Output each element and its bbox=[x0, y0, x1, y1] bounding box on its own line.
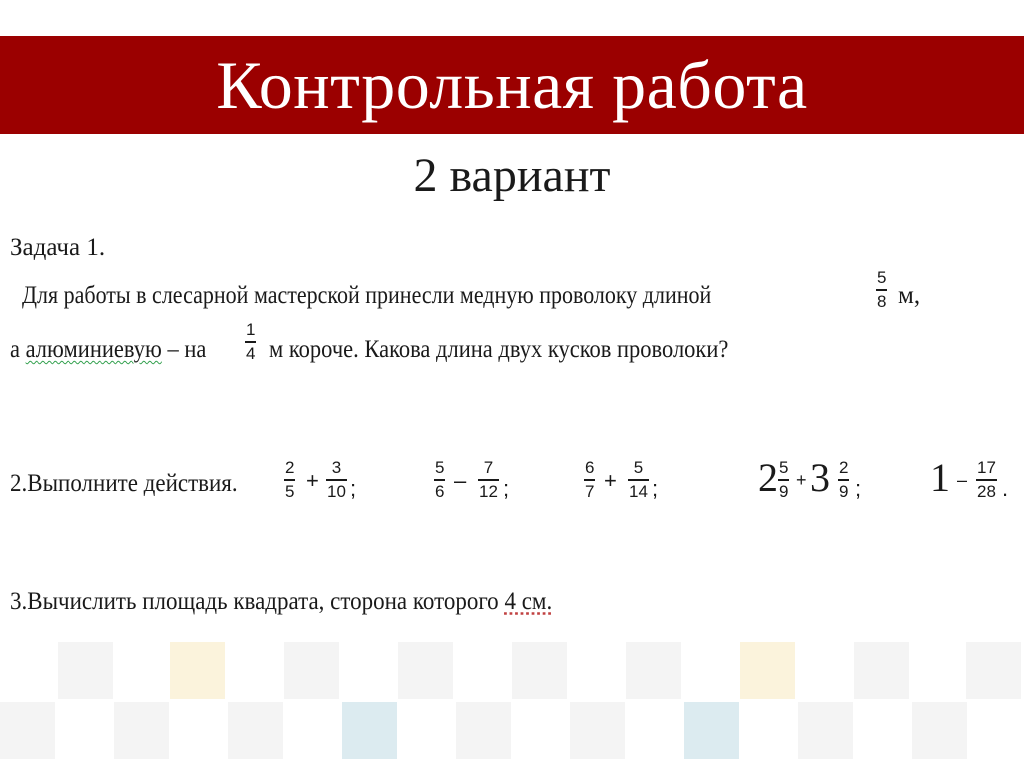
expr5-whole: 1 bbox=[930, 455, 950, 500]
fraction-bar bbox=[284, 479, 295, 481]
tile bbox=[854, 642, 909, 699]
fraction-numerator: 6 bbox=[585, 458, 595, 477]
tile bbox=[512, 642, 567, 699]
fraction-bar bbox=[245, 341, 256, 343]
expr2-fraction-a bbox=[434, 458, 445, 502]
fraction-numerator: 2 bbox=[285, 458, 295, 477]
expr3-fraction-a bbox=[584, 458, 595, 502]
fraction-denominator: 7 bbox=[585, 481, 595, 501]
task1-line2-word: алюминиевую bbox=[25, 336, 162, 363]
tile bbox=[170, 642, 225, 699]
fraction-numerator: 5 bbox=[779, 458, 789, 477]
tile bbox=[740, 642, 795, 699]
fraction-denominator: 14 bbox=[629, 481, 648, 501]
expr4-whole-1: 2 bbox=[758, 455, 778, 500]
tile bbox=[798, 702, 853, 759]
expr3-fraction-b bbox=[628, 458, 649, 502]
tile bbox=[228, 702, 283, 759]
fraction-5-8 bbox=[876, 268, 887, 312]
tile bbox=[684, 702, 739, 759]
tile bbox=[626, 642, 681, 699]
fraction-bar bbox=[478, 479, 499, 481]
tile bbox=[966, 642, 1021, 699]
task3-tail: 4 см. bbox=[504, 588, 553, 615]
task3-text bbox=[10, 588, 552, 616]
task1-line2-rest: м короче. Какова длина двух кусков проволоки? bbox=[269, 336, 729, 363]
expr2-end: ; bbox=[503, 476, 510, 501]
task1-line2 bbox=[10, 336, 206, 364]
expr5-end: . bbox=[1002, 476, 1009, 501]
top-margin bbox=[0, 0, 1024, 36]
expr1-fraction-b bbox=[326, 458, 347, 502]
fraction-bar bbox=[326, 479, 347, 481]
fraction-bar bbox=[976, 479, 997, 481]
expr3-end: ; bbox=[652, 476, 659, 501]
tile bbox=[58, 642, 113, 699]
fraction-numerator: 7 bbox=[483, 458, 494, 477]
expr4-fraction-b bbox=[838, 458, 849, 502]
fraction-denominator: 9 bbox=[839, 481, 849, 501]
fraction-bar bbox=[434, 479, 445, 481]
expr1-fraction-a bbox=[284, 458, 295, 502]
expr4-fraction-a bbox=[778, 458, 789, 502]
fraction-bar bbox=[838, 479, 849, 481]
fraction-numerator: 3 bbox=[331, 458, 342, 477]
expr4-whole-2: 3 bbox=[810, 455, 830, 500]
tile bbox=[570, 702, 625, 759]
expr4-end: ; bbox=[855, 476, 862, 501]
tile bbox=[284, 642, 339, 699]
fraction-1-4 bbox=[245, 320, 256, 364]
fraction-bar bbox=[628, 479, 649, 481]
expr2-fraction-b bbox=[478, 458, 499, 502]
fraction-numerator: 5 bbox=[633, 458, 644, 477]
fraction-denominator: 9 bbox=[779, 481, 789, 501]
tile bbox=[114, 702, 169, 759]
fraction-denominator: 8 bbox=[877, 291, 887, 311]
task2-label: 2.Выполните действия. bbox=[10, 470, 238, 497]
expr5-operator: – bbox=[957, 470, 968, 490]
decorative-tiles bbox=[0, 640, 1024, 767]
variant-subtitle: 2 вариант bbox=[413, 149, 611, 202]
fraction-denominator: 6 bbox=[435, 481, 445, 501]
task1-heading: Задача 1. bbox=[10, 234, 106, 261]
fraction-bar bbox=[876, 289, 887, 291]
tile bbox=[912, 702, 967, 759]
expr2-operator: – bbox=[454, 468, 467, 493]
fraction-denominator: 4 bbox=[246, 343, 256, 363]
tile bbox=[342, 702, 397, 759]
fraction-numerator: 1 bbox=[246, 320, 256, 339]
tile bbox=[398, 642, 453, 699]
fraction-denominator: 10 bbox=[327, 481, 346, 501]
slide-title: Контрольная работа bbox=[216, 46, 808, 123]
expr4-operator: + bbox=[796, 470, 807, 490]
task1-line2-pre: а bbox=[10, 336, 20, 363]
expr1-end: ; bbox=[350, 476, 357, 501]
fraction-numerator: 2 bbox=[839, 458, 849, 477]
fraction-denominator: 28 bbox=[977, 481, 996, 501]
fraction-numerator: 17 bbox=[977, 458, 996, 477]
task1-line2-dash: – на bbox=[167, 336, 207, 363]
tile bbox=[0, 702, 55, 759]
fraction-bar bbox=[584, 479, 595, 481]
task1-line1: Для работы в слесарной мастерской принесли медную проволоку длиной bbox=[22, 282, 712, 309]
expr1-operator: + bbox=[306, 468, 319, 493]
task3-main: 3.Вычислить площадь квадрата, сторона которого bbox=[10, 588, 499, 615]
fraction-numerator: 5 bbox=[435, 458, 445, 477]
fraction-denominator: 5 bbox=[285, 481, 295, 501]
expr5-fraction bbox=[976, 458, 997, 502]
fraction-denominator: 12 bbox=[479, 481, 498, 501]
tile bbox=[456, 702, 511, 759]
fraction-numerator: 5 bbox=[877, 268, 887, 287]
task1-unit: м, bbox=[898, 282, 921, 309]
expr3-operator: + bbox=[604, 468, 617, 493]
fraction-bar bbox=[778, 479, 789, 481]
